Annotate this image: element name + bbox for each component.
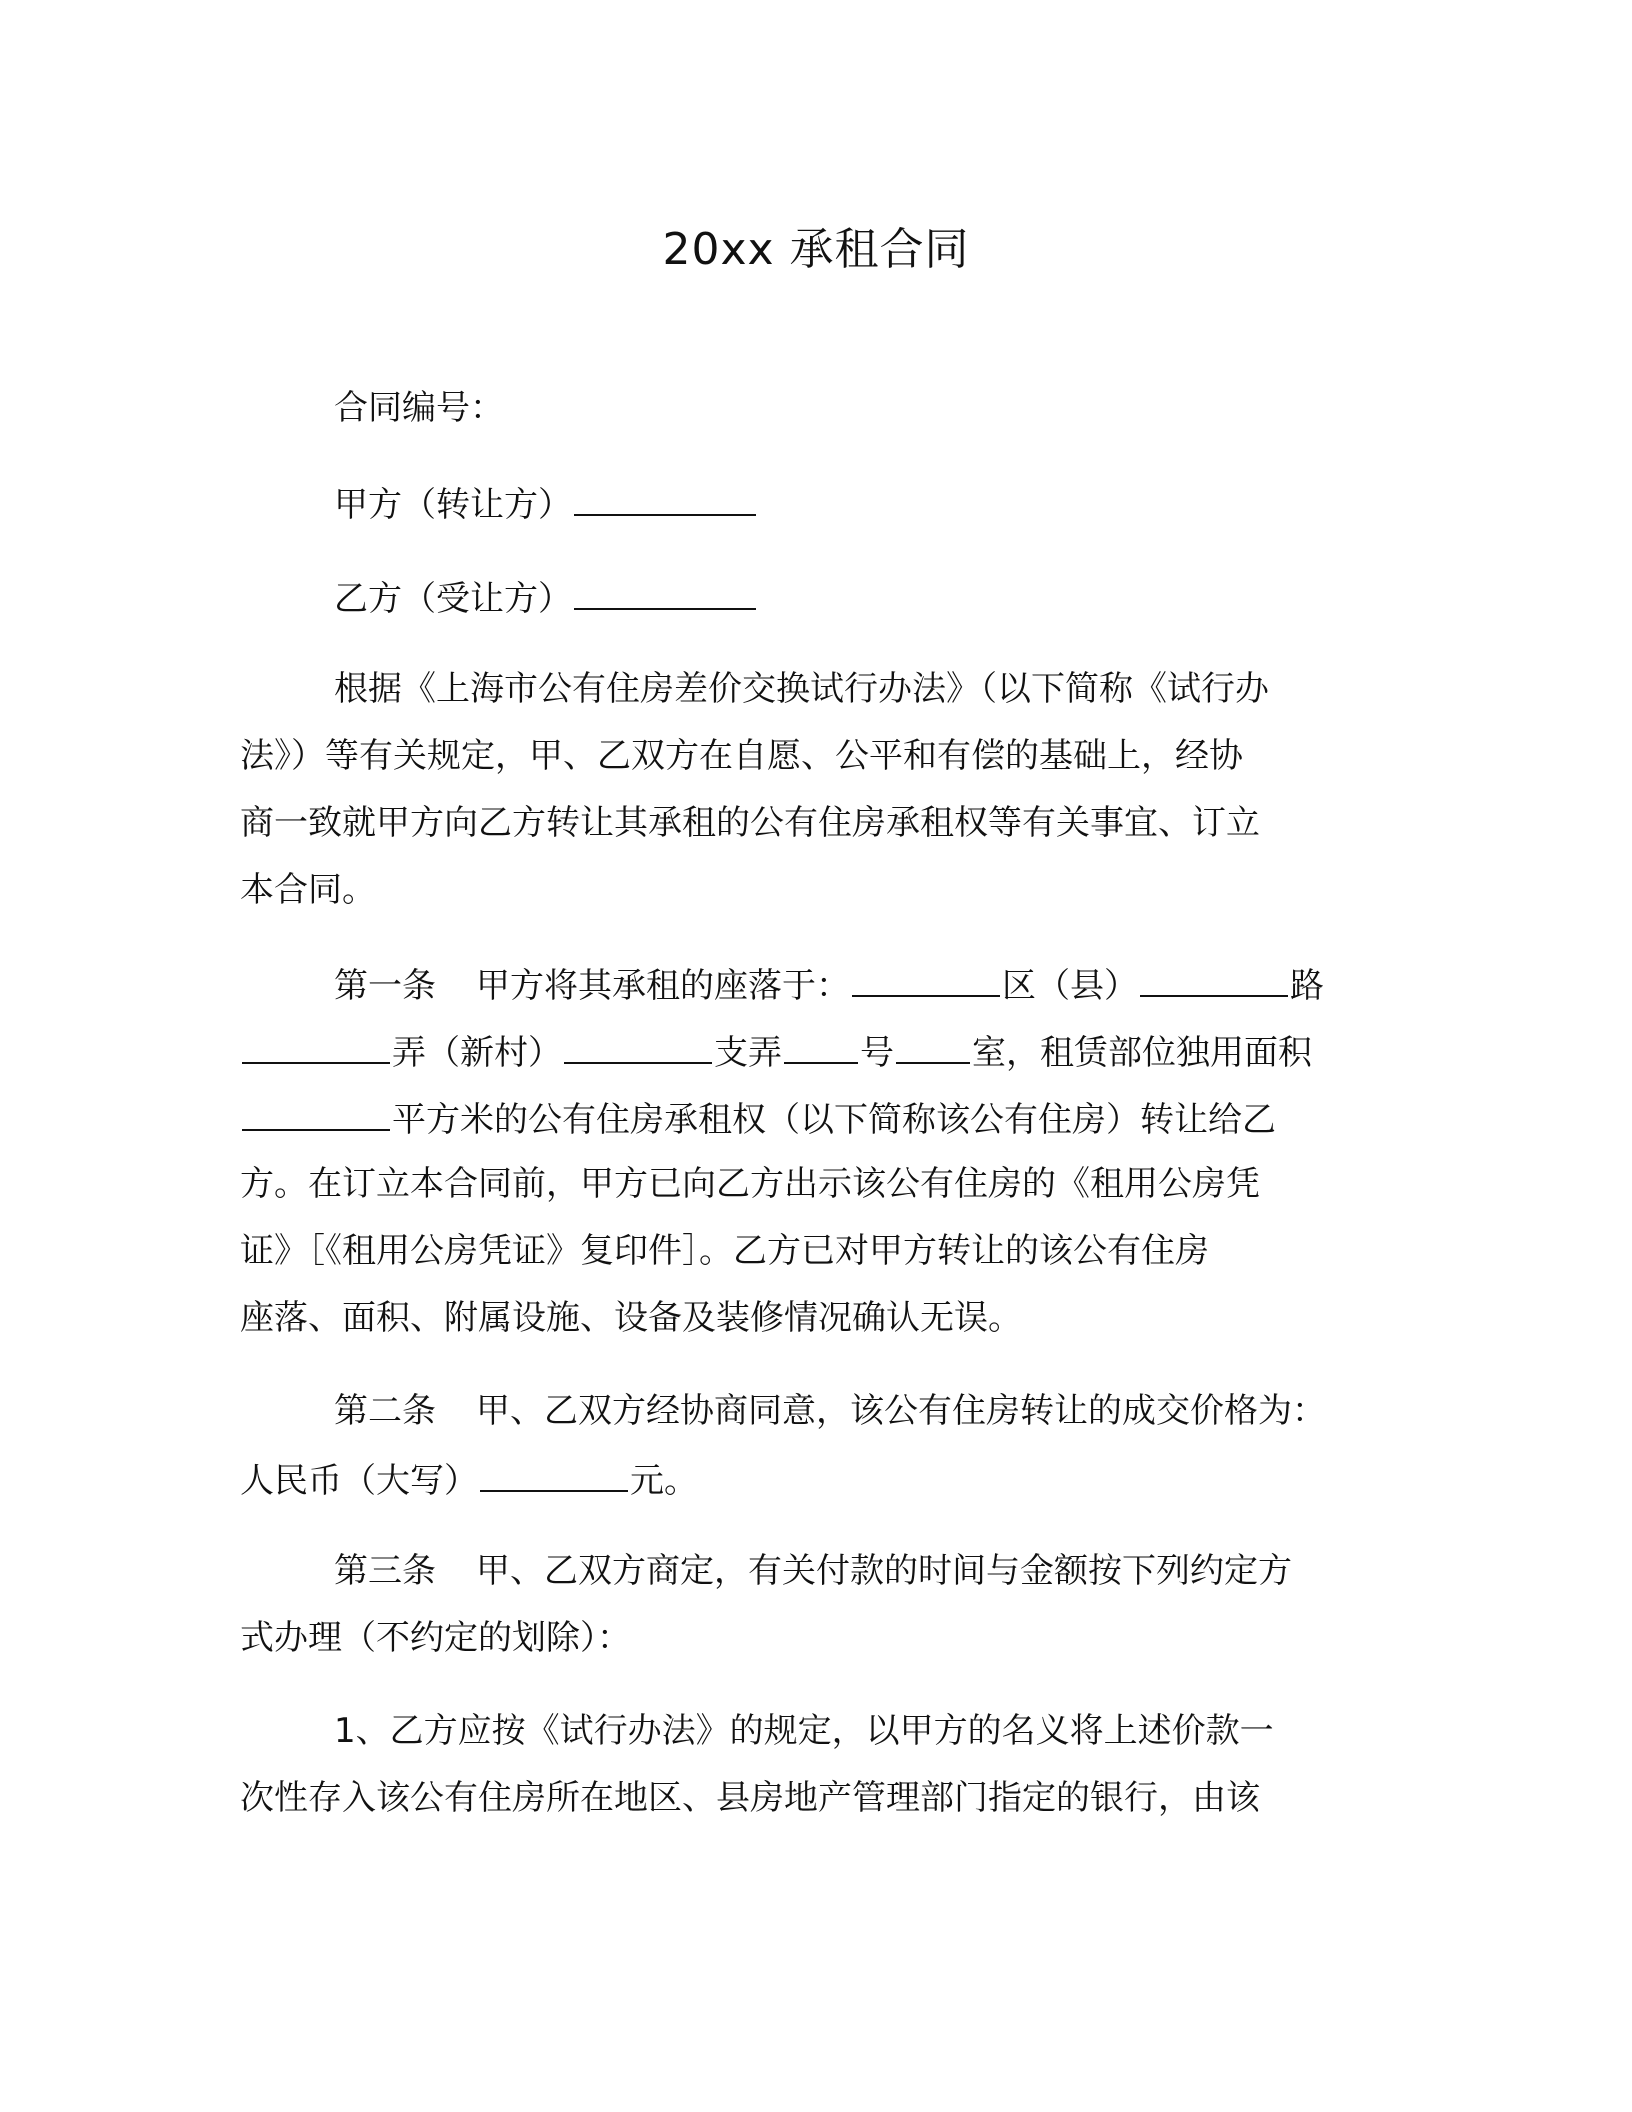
sublane-blank xyxy=(564,1028,712,1064)
road-blank xyxy=(1140,961,1288,997)
article1-sublane-label: 支弄 xyxy=(714,1033,782,1073)
article2-text: 甲、乙双方经协商同意，该公有住房转让的成交价格为： xyxy=(476,1391,1326,1431)
party-a-label: 甲方（转让方） xyxy=(334,485,572,525)
article2-line-1 xyxy=(334,1389,1326,1433)
article2-heading: 第二条 xyxy=(334,1391,436,1431)
lane-blank xyxy=(242,1028,390,1064)
article1-line-6: 座落、面积、附属设施、设备及装修情况确认无误。 xyxy=(240,1298,1022,1338)
intro-line-3: 商一致就甲方向乙方转让其承租的公有住房承租权等有关事宜、订立 xyxy=(240,803,1260,843)
article1-number-label: 号 xyxy=(860,1033,894,1073)
number-blank xyxy=(784,1028,858,1064)
intro-line-4: 本合同。 xyxy=(240,870,376,910)
item1-line-2: 次性存入该公有住房所在地区、县房地产管理部门指定的银行，由该 xyxy=(240,1778,1260,1818)
article1-line-3 xyxy=(240,1095,1276,1142)
party-b-label: 乙方（受让方） xyxy=(334,579,572,619)
article1-room-label: 室，租赁部位独用面积 xyxy=(972,1033,1312,1073)
area-blank xyxy=(242,1095,390,1131)
article3-line-2: 式办理（不约定的划除）： xyxy=(240,1618,631,1658)
article2-line-2 xyxy=(240,1456,698,1503)
party-a-blank xyxy=(574,480,756,516)
article1-line-1 xyxy=(334,961,1324,1008)
contract-number-label: 合同编号： xyxy=(334,388,504,428)
article3-line-1 xyxy=(334,1549,1292,1593)
article1-line-2 xyxy=(240,1028,1312,1075)
article1-text: 甲方将其承租的座落于： xyxy=(476,966,850,1006)
article1-road-label: 路 xyxy=(1290,966,1324,1006)
article1-district-label: 区（县） xyxy=(1002,966,1138,1006)
room-blank xyxy=(896,1028,970,1064)
price-blank xyxy=(480,1456,628,1492)
article2-currency-label: 人民币（大写） xyxy=(240,1461,478,1501)
article3-text: 甲、乙双方商定，有关付款的时间与金额按下列约定方 xyxy=(476,1551,1292,1591)
article1-line-5: 证》［《租用公房凭证》复印件］。乙方已对甲方转让的该公有住房 xyxy=(240,1231,1209,1271)
article1-area-text: 平方米的公有住房承租权（以下简称该公有住房）转让给乙 xyxy=(392,1100,1276,1140)
document-title: 20xx 承租合同 xyxy=(662,224,970,275)
party-b-blank xyxy=(574,574,756,610)
item1-line-1: 1、乙方应按《试行办法》的规定，以甲方的名义将上述价款一 xyxy=(334,1711,1274,1751)
article2-yuan-label: 元。 xyxy=(630,1461,698,1501)
party-a-line xyxy=(334,480,758,527)
intro-line-1: 根据《上海市公有住房差价交换试行办法》（以下简称《试行办 xyxy=(334,669,1269,709)
article1-heading: 第一条 xyxy=(334,966,436,1006)
article1-lane-label: 弄（新村） xyxy=(392,1033,562,1073)
party-b-line xyxy=(334,574,758,621)
district-blank xyxy=(852,961,1000,997)
article1-line-4: 方。在订立本合同前，甲方已向乙方出示该公有住房的《租用公房凭 xyxy=(240,1164,1260,1204)
article3-heading: 第三条 xyxy=(334,1551,436,1591)
intro-line-2: 法》）等有关规定，甲、乙双方在自愿、公平和有偿的基础上，经协 xyxy=(240,736,1243,776)
